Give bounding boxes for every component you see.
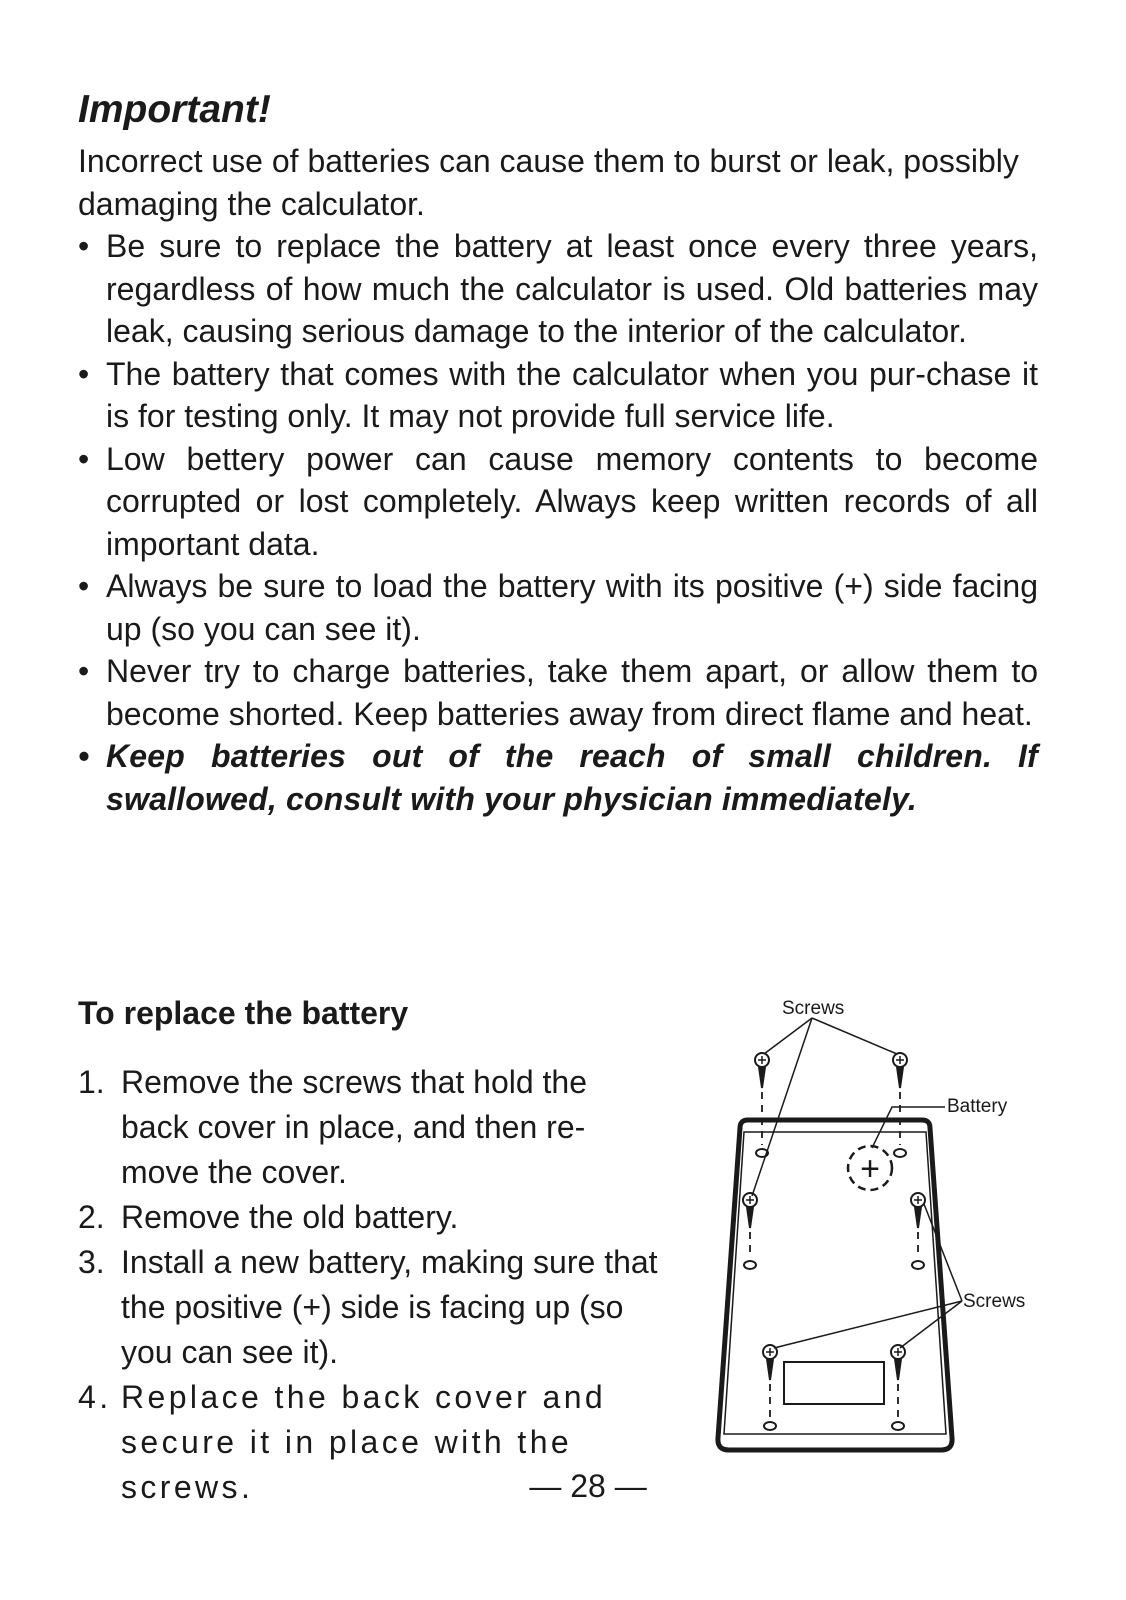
step-text: Replace the back cover and secure it in place with the screws. <box>121 1379 607 1505</box>
intro-paragraph: Incorrect use of batteries can cause them to burst or leak, possibly damaging the calculator. <box>78 143 1019 222</box>
step-item <box>78 1060 661 1195</box>
list-item <box>78 438 1038 566</box>
list-item <box>78 650 1038 735</box>
screw-icon <box>755 1053 769 1088</box>
list-item <box>78 225 1038 353</box>
calculator-body <box>718 1120 952 1450</box>
bullet-text: Low bettery power can cause memory contents to become corrupted or lost completely. Always keep written records of all important data. <box>106 440 1038 562</box>
step-item <box>78 1240 661 1375</box>
step-number: 1. <box>78 1064 105 1100</box>
page-heading: Important! <box>78 88 271 131</box>
list-item <box>78 565 1038 650</box>
bullet-icon: • <box>78 355 90 392</box>
bullet-icon: • <box>78 440 90 477</box>
step-text: Remove the old battery. <box>121 1199 459 1235</box>
step-text: Install a new battery, making sure that the positive (+) side is facing up (so you can see it). <box>121 1244 658 1370</box>
child-warning-item <box>78 735 1038 820</box>
page-number: — 28 — <box>529 1468 647 1504</box>
bullet-text: Keep batteries out of the reach of small children. If swallowed, consult with your physician immediately. <box>106 738 1038 817</box>
bullet-text: Be sure to replace the battery at least once every three years, regardless of how much the calculator is used. Old batteries may leak, causing serious damage to the interior of the calculator. <box>106 228 1038 349</box>
screws-label-right: Screws <box>963 1291 1026 1312</box>
step-number: 3. <box>78 1244 105 1280</box>
calculator-back-illustration <box>700 990 1060 1470</box>
bullet-text: Never try to charge batteries, take them apart, or allow them to become shorted. Keep batteries away from direct flame and heat. <box>106 653 1038 732</box>
section-title: To replace the battery <box>78 995 409 1031</box>
steps-list <box>78 1060 661 1510</box>
step-number: 2. <box>78 1199 105 1235</box>
bullet-icon: • <box>78 653 90 689</box>
screw-icon <box>893 1053 907 1088</box>
battery-label: Battery <box>947 1096 1008 1117</box>
precautions-list <box>78 225 1038 820</box>
bullet-text: The battery that comes with the calculator when you pur-chase it is for testing only. It may not provide full service life. <box>106 355 1038 434</box>
list-item <box>78 353 1038 438</box>
battery-positive-symbol: + <box>860 1150 880 1188</box>
bullet-text: Always be sure to load the battery with its positive (+) side facing up (so you can see it). <box>106 568 1038 647</box>
step-number: 4. <box>78 1379 112 1415</box>
bullet-icon: • <box>78 568 90 604</box>
bullet-icon: • <box>78 738 90 774</box>
bullet-icon: • <box>78 228 90 264</box>
step-item <box>78 1195 661 1240</box>
step-text: Remove the screws that hold the back cover in place, and then re-move the cover. <box>121 1064 588 1190</box>
screws-label-top: Screws <box>782 998 845 1019</box>
battery-diagram <box>700 990 1060 1470</box>
